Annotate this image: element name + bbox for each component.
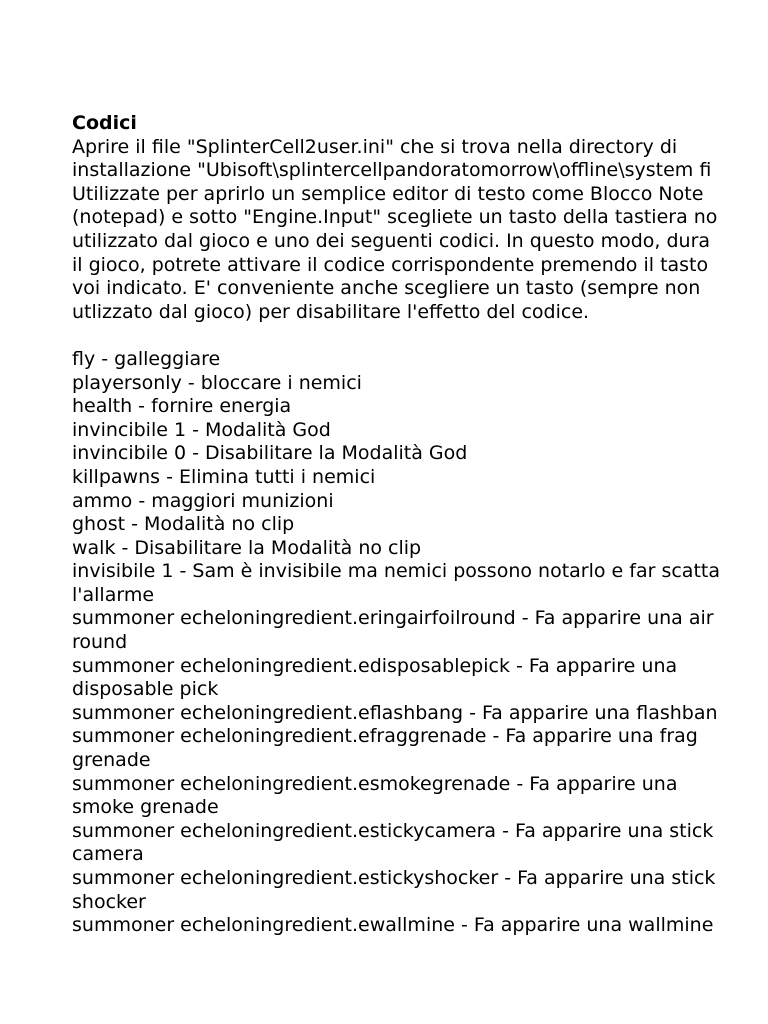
code-line: summoner echeloningredient.ewallmine - Fa apparire una wallmine — [72, 914, 714, 937]
intro-line: utlizzato dal gioco) per disabilitare l'effetto del codice. — [72, 300, 590, 323]
intro-paragraph — [72, 136, 768, 325]
intro-line: Aprire il file "SplinterCell2user.ini" che si trova nella directory di — [72, 135, 678, 158]
code-line: summoner echeloningredient.esmokegrenade - Fa apparire una — [72, 772, 678, 795]
code-line: invincibile 0 - Disabilitare la Modalità God — [72, 442, 468, 465]
code-line: ghost - Modalità no clip — [72, 513, 295, 536]
code-line: shocker — [72, 890, 146, 913]
code-line: grenade — [72, 749, 151, 772]
document-page — [72, 112, 768, 938]
code-line: summoner echeloningredient.edisposablepick - Fa apparire una — [72, 654, 678, 677]
intro-line: utilizzato dal gioco e uno dei seguenti codici. In questo modo, dura — [72, 229, 711, 252]
code-line: ammo - maggiori munizioni — [72, 489, 334, 512]
code-line: summoner echeloningredient.estickycamera - Fa apparire una stick — [72, 819, 714, 842]
intro-line: (notepad) e sotto "Engine.Input" scegliete un tasto della tastiera no — [72, 206, 718, 229]
cheat-code-list — [72, 348, 768, 938]
code-line: summoner echeloningredient.eringairfoilround - Fa apparire una air — [72, 607, 714, 630]
code-line: invincibile 1 - Modalità God — [72, 418, 331, 441]
code-line: smoke grenade — [72, 796, 219, 819]
paragraph-spacer — [72, 324, 768, 348]
code-line: camera — [72, 843, 144, 866]
code-line: fly - galleggiare — [72, 347, 221, 370]
code-line: l'allarme — [72, 583, 155, 606]
code-line: playersonly - bloccare i nemici — [72, 371, 362, 394]
intro-line: Utilizzate per aprirlo un semplice editor di testo come Blocco Note — [72, 182, 704, 205]
code-line: summoner echeloningredient.eflashbang - Fa apparire una flashban — [72, 701, 718, 724]
code-line: disposable pick — [72, 678, 219, 701]
intro-line: il gioco, potrete attivare il codice corrispondente premendo il tasto — [72, 253, 709, 276]
code-line: walk - Disabilitare la Modalità no clip — [72, 536, 422, 559]
code-line: summoner echeloningredient.estickyshocker - Fa apparire una stick — [72, 867, 716, 889]
code-line: summoner echeloningredient.efraggrenade - Fa apparire una frag — [72, 725, 698, 748]
intro-line: installazione "Ubisoft\splintercellpandoratomorrow\offline\system fi — [72, 159, 712, 182]
intro-line: voi indicato. E' conveniente anche scegliere un tasto (sempre non — [72, 277, 701, 300]
code-line: invisibile 1 - Sam è invisibile ma nemici possono notarlo e far scatta — [72, 560, 720, 583]
code-line: round — [72, 631, 128, 654]
page-title: Codici — [72, 112, 137, 134]
code-line: health - fornire energia — [72, 395, 292, 418]
code-line: killpawns - Elimina tutti i nemici — [72, 465, 376, 488]
